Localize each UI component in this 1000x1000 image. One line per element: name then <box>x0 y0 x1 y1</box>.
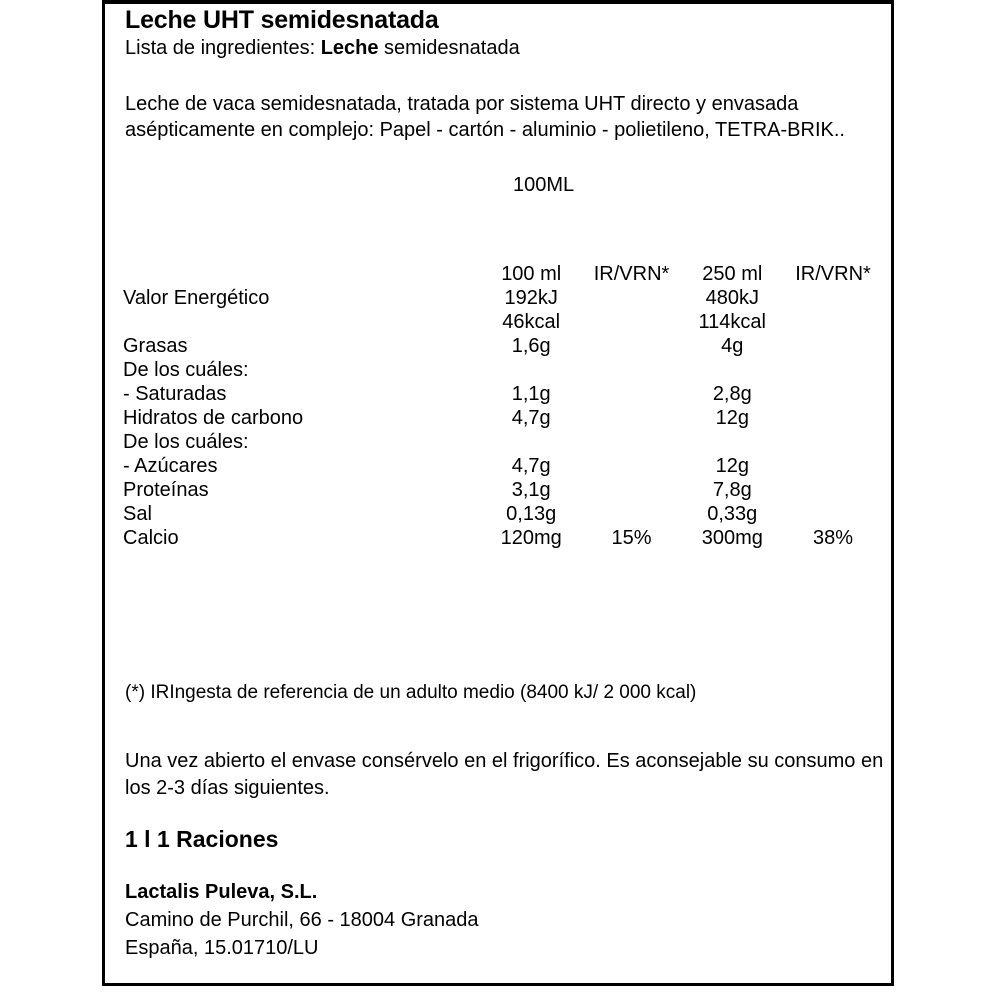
company-address: Camino de Purchil, 66 - 18004 Granada <box>125 909 479 931</box>
table-row <box>123 478 878 502</box>
ir-100ml-cell <box>587 502 677 526</box>
ir-100ml-cell <box>587 334 677 358</box>
ir-100ml-cell <box>587 286 677 310</box>
nutrient-label-cell: - Saturadas <box>123 383 227 405</box>
ir-250ml-cell <box>788 334 878 358</box>
nutrient-label-cell: Proteínas <box>123 479 209 501</box>
ir-100ml-cell <box>587 454 677 478</box>
ir-250ml-cell <box>788 406 878 430</box>
value-250ml-cell: 4g <box>721 335 744 357</box>
ir-100ml-cell: 15% <box>611 527 652 549</box>
nutrition-label-frame <box>102 0 894 986</box>
value-100ml-cell: 4,7g <box>511 407 551 429</box>
value-100ml-cell: 0,13g <box>506 503 557 525</box>
value-100ml-cell <box>476 430 587 454</box>
ir-100ml-cell <box>587 358 677 382</box>
value-250ml-cell: 480kJ <box>705 287 759 309</box>
header-label-cell <box>123 262 476 286</box>
table-row <box>123 286 878 310</box>
value-250ml-cell <box>677 430 789 454</box>
value-250ml-cell: 2,8g <box>712 383 752 405</box>
header-250ml-cell: 250 ml <box>702 263 763 285</box>
table-header-row <box>123 262 878 286</box>
ir-250ml-cell <box>788 310 878 334</box>
nutrient-label-cell: Valor Energético <box>123 287 270 309</box>
company-name: Lactalis Puleva, S.L. <box>125 881 318 903</box>
value-100ml-cell: 120mg <box>500 527 562 549</box>
ir-250ml-cell <box>788 286 878 310</box>
product-description: Leche de vaca semidesnatada, tratada por sistema UHT directo y envasada asépticamente en complejo: Papel - cartón - aluminio - polietileno, TETRA-BRIK.. <box>125 93 845 141</box>
value-100ml-cell <box>476 358 587 382</box>
value-250ml-cell: 300mg <box>701 527 763 549</box>
table-row <box>123 502 878 526</box>
nutrient-label-cell: - Azúcares <box>123 455 218 477</box>
ir-250ml-cell: 38% <box>813 527 854 549</box>
ir-footnote: (*) IRIngesta de referencia de un adulto medio (8400 kJ/ 2 000 kcal) <box>125 682 697 703</box>
value-100ml-cell: 46kcal <box>502 311 561 333</box>
ir-250ml-cell <box>788 430 878 454</box>
ingredients-bold-term: Leche <box>320 37 379 59</box>
nutrient-label-cell: De los cuáles: <box>123 431 249 453</box>
table-row <box>123 454 878 478</box>
table-row <box>123 526 878 550</box>
page-title: Leche UHT semidesnatada <box>125 6 439 34</box>
header-ir250-cell: IR/VRN* <box>795 263 871 285</box>
table-row <box>123 358 878 382</box>
nutrient-label-cell: De los cuáles: <box>123 359 249 381</box>
value-100ml-cell: 1,6g <box>511 335 551 357</box>
ir-100ml-cell <box>587 406 677 430</box>
ir-100ml-cell <box>587 310 677 334</box>
ir-250ml-cell <box>788 358 878 382</box>
nutrient-label-cell: Grasas <box>123 335 188 357</box>
header-100ml-cell: 100 ml <box>501 263 562 285</box>
value-100ml-cell: 3,1g <box>511 479 551 501</box>
ir-250ml-cell <box>788 454 878 478</box>
ir-250ml-cell <box>788 502 878 526</box>
table-row <box>123 310 878 334</box>
header-ir100-cell: IR/VRN* <box>593 263 670 285</box>
nutrient-label-cell <box>123 310 476 334</box>
value-250ml-cell: 114kcal <box>698 311 766 333</box>
portions-text: 1 l 1 Raciones <box>125 826 279 852</box>
nutrient-label-cell: Sal <box>123 503 152 525</box>
ir-100ml-cell <box>587 430 677 454</box>
value-250ml-cell <box>677 358 789 382</box>
nutrient-label-cell: Calcio <box>123 527 179 549</box>
value-250ml-cell: 12g <box>715 407 749 429</box>
nutrient-label-cell: Hidratos de carbono <box>123 407 304 429</box>
value-250ml-cell: 0,33g <box>707 503 758 525</box>
ingredients-prefix: Lista de ingredientes: <box>125 37 321 59</box>
value-100ml-cell: 4,7g <box>511 455 551 477</box>
value-250ml-cell: 12g <box>715 455 749 477</box>
value-100ml-cell: 192kJ <box>504 287 558 309</box>
table-row <box>123 382 878 406</box>
ir-250ml-cell <box>788 478 878 502</box>
ir-100ml-cell <box>587 478 677 502</box>
company-country: España, 15.01710/LU <box>125 937 319 959</box>
value-250ml-cell: 7,8g <box>712 479 752 501</box>
ir-100ml-cell <box>587 382 677 406</box>
ingredients-suffix: semidesnatada <box>378 37 520 59</box>
nutrition-table <box>123 262 878 550</box>
serving-size-text: 100ML <box>513 174 575 196</box>
storage-instructions: Una vez abierto el envase consérvelo en el frigorífico. Es aconsejable su consumo en los 2-3 días siguientes. <box>125 750 884 799</box>
ir-250ml-cell <box>788 382 878 406</box>
ingredients-line <box>125 37 520 60</box>
table-row <box>123 430 878 454</box>
manufacturer-block <box>125 878 479 962</box>
table-row <box>123 406 878 430</box>
table-row <box>123 334 878 358</box>
value-100ml-cell: 1,1g <box>511 383 551 405</box>
